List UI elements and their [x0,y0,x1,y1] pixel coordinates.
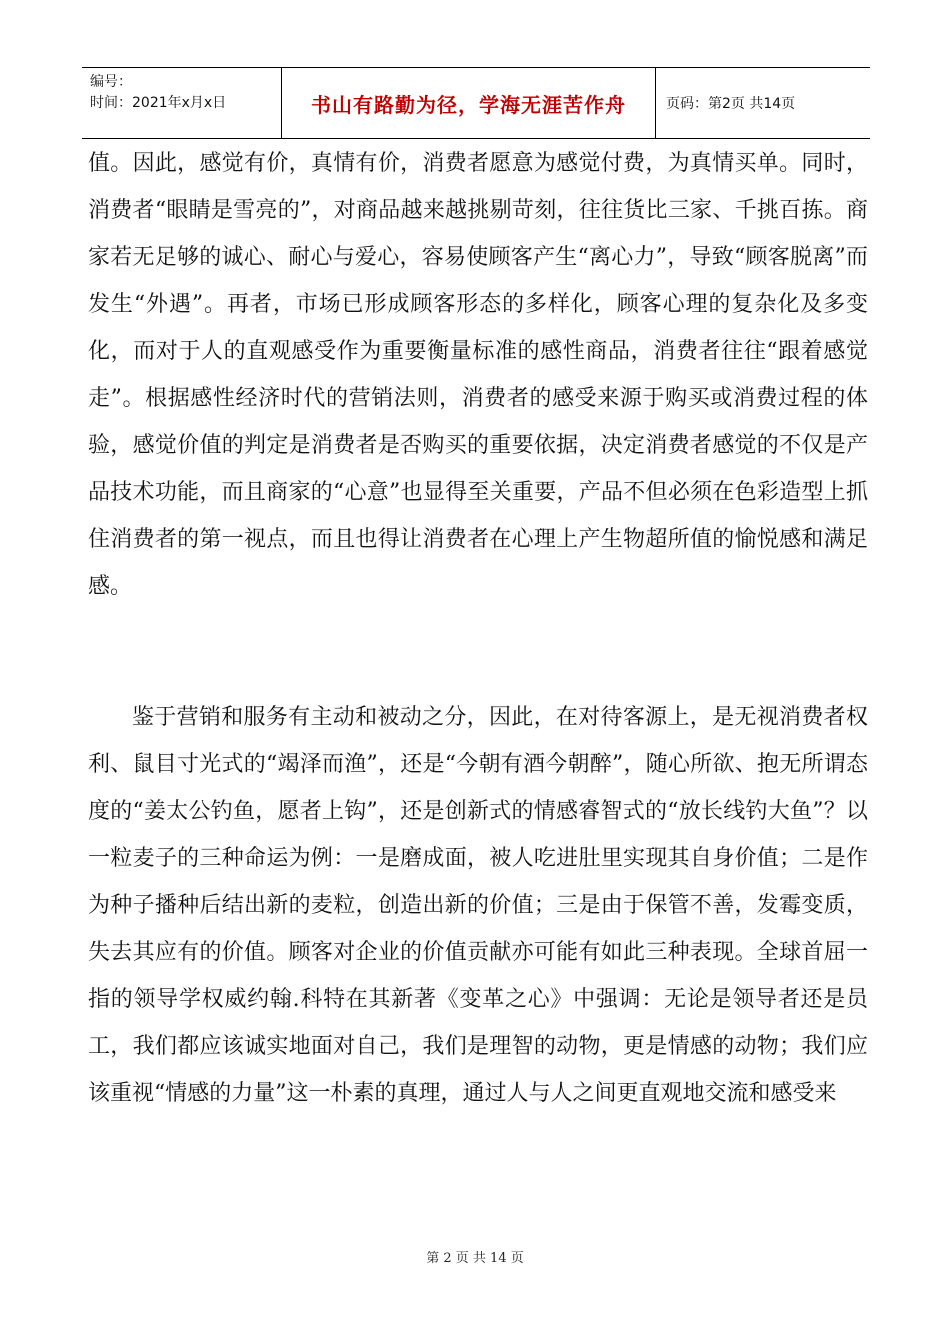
page-footer: 第 2 页 共 14 页 [426,1251,524,1266]
header-meta [82,68,282,138]
body-paragraph-1: 值。因此，感觉有价，真情有价，消费者愿意为感觉付费，为真情买单。同时，消费者“眼睛是雪亮的”，对商品越来越挑剔苛刻，往往货比三家、千挑百拣。商家若无足够的诚心、耐心与爱心，容易使顾客产生“离心力”，导致“顾客脱离”而发生“外遇”。再者，市场已形成顾客形态的多样化，顾客心理的复杂化及多变化，而对于人的直观感受作为重要衡量标准的感性商品，消费者往往“跟着感觉走”。根据感性经济时代的营销法则，消费者的感受来源于购买或消费过程的体验，感觉价值的判定是消费者是否购买的重要依据，决定消费者感觉的不仅是产品技术功能，而且商家的“心意”也显得至关重要，产品不但必须在色彩造型上抓住消费者的第一视点，而且也得让消费者在心理上产生物超所值的愉悦感和满足感。 [88,151,868,599]
body-paragraph-2: 鉴于营销和服务有主动和被动之分，因此，在对待客源上，是无视消费者权利、鼠目寸光式的“竭泽而渔”，还是“今朝有酒今朝醉”，随心所欲、抱无所谓态度的“姜太公钓鱼，愿者上钩”，还是创新式的情感睿智式的“放长线钓大鱼”？以一粒麦子的三种命运为例：一是磨成面，被人吃进肚里实现其自身价值；二是作为种子播种后结出新的麦粒，创造出新的价值；三是由于保管不善，发霉变质，失去其应有的价值。顾客对企业的价值贡献亦可能有如此三种表现。全球首屈一指的领导学权威约翰.科特在其新著《变革之心》中强调：无论是领导者还是员工，我们都应该诚实地面对自己，我们是理智的动物，更是情感的动物；我们应该重视“情感的力量”这一朴素的真理，通过人与人之间更直观地交流和感受来 [88,705,868,1106]
document-number-label: 编号： [90,74,132,90]
header-motto: 书山有路勤为径，学海无涯苦作舟 [282,68,656,138]
document-time-label: 时间：2021年x月x日 [90,95,227,111]
document-header [82,67,870,139]
header-page-label: 页码：第2页 共14页 [666,96,796,112]
